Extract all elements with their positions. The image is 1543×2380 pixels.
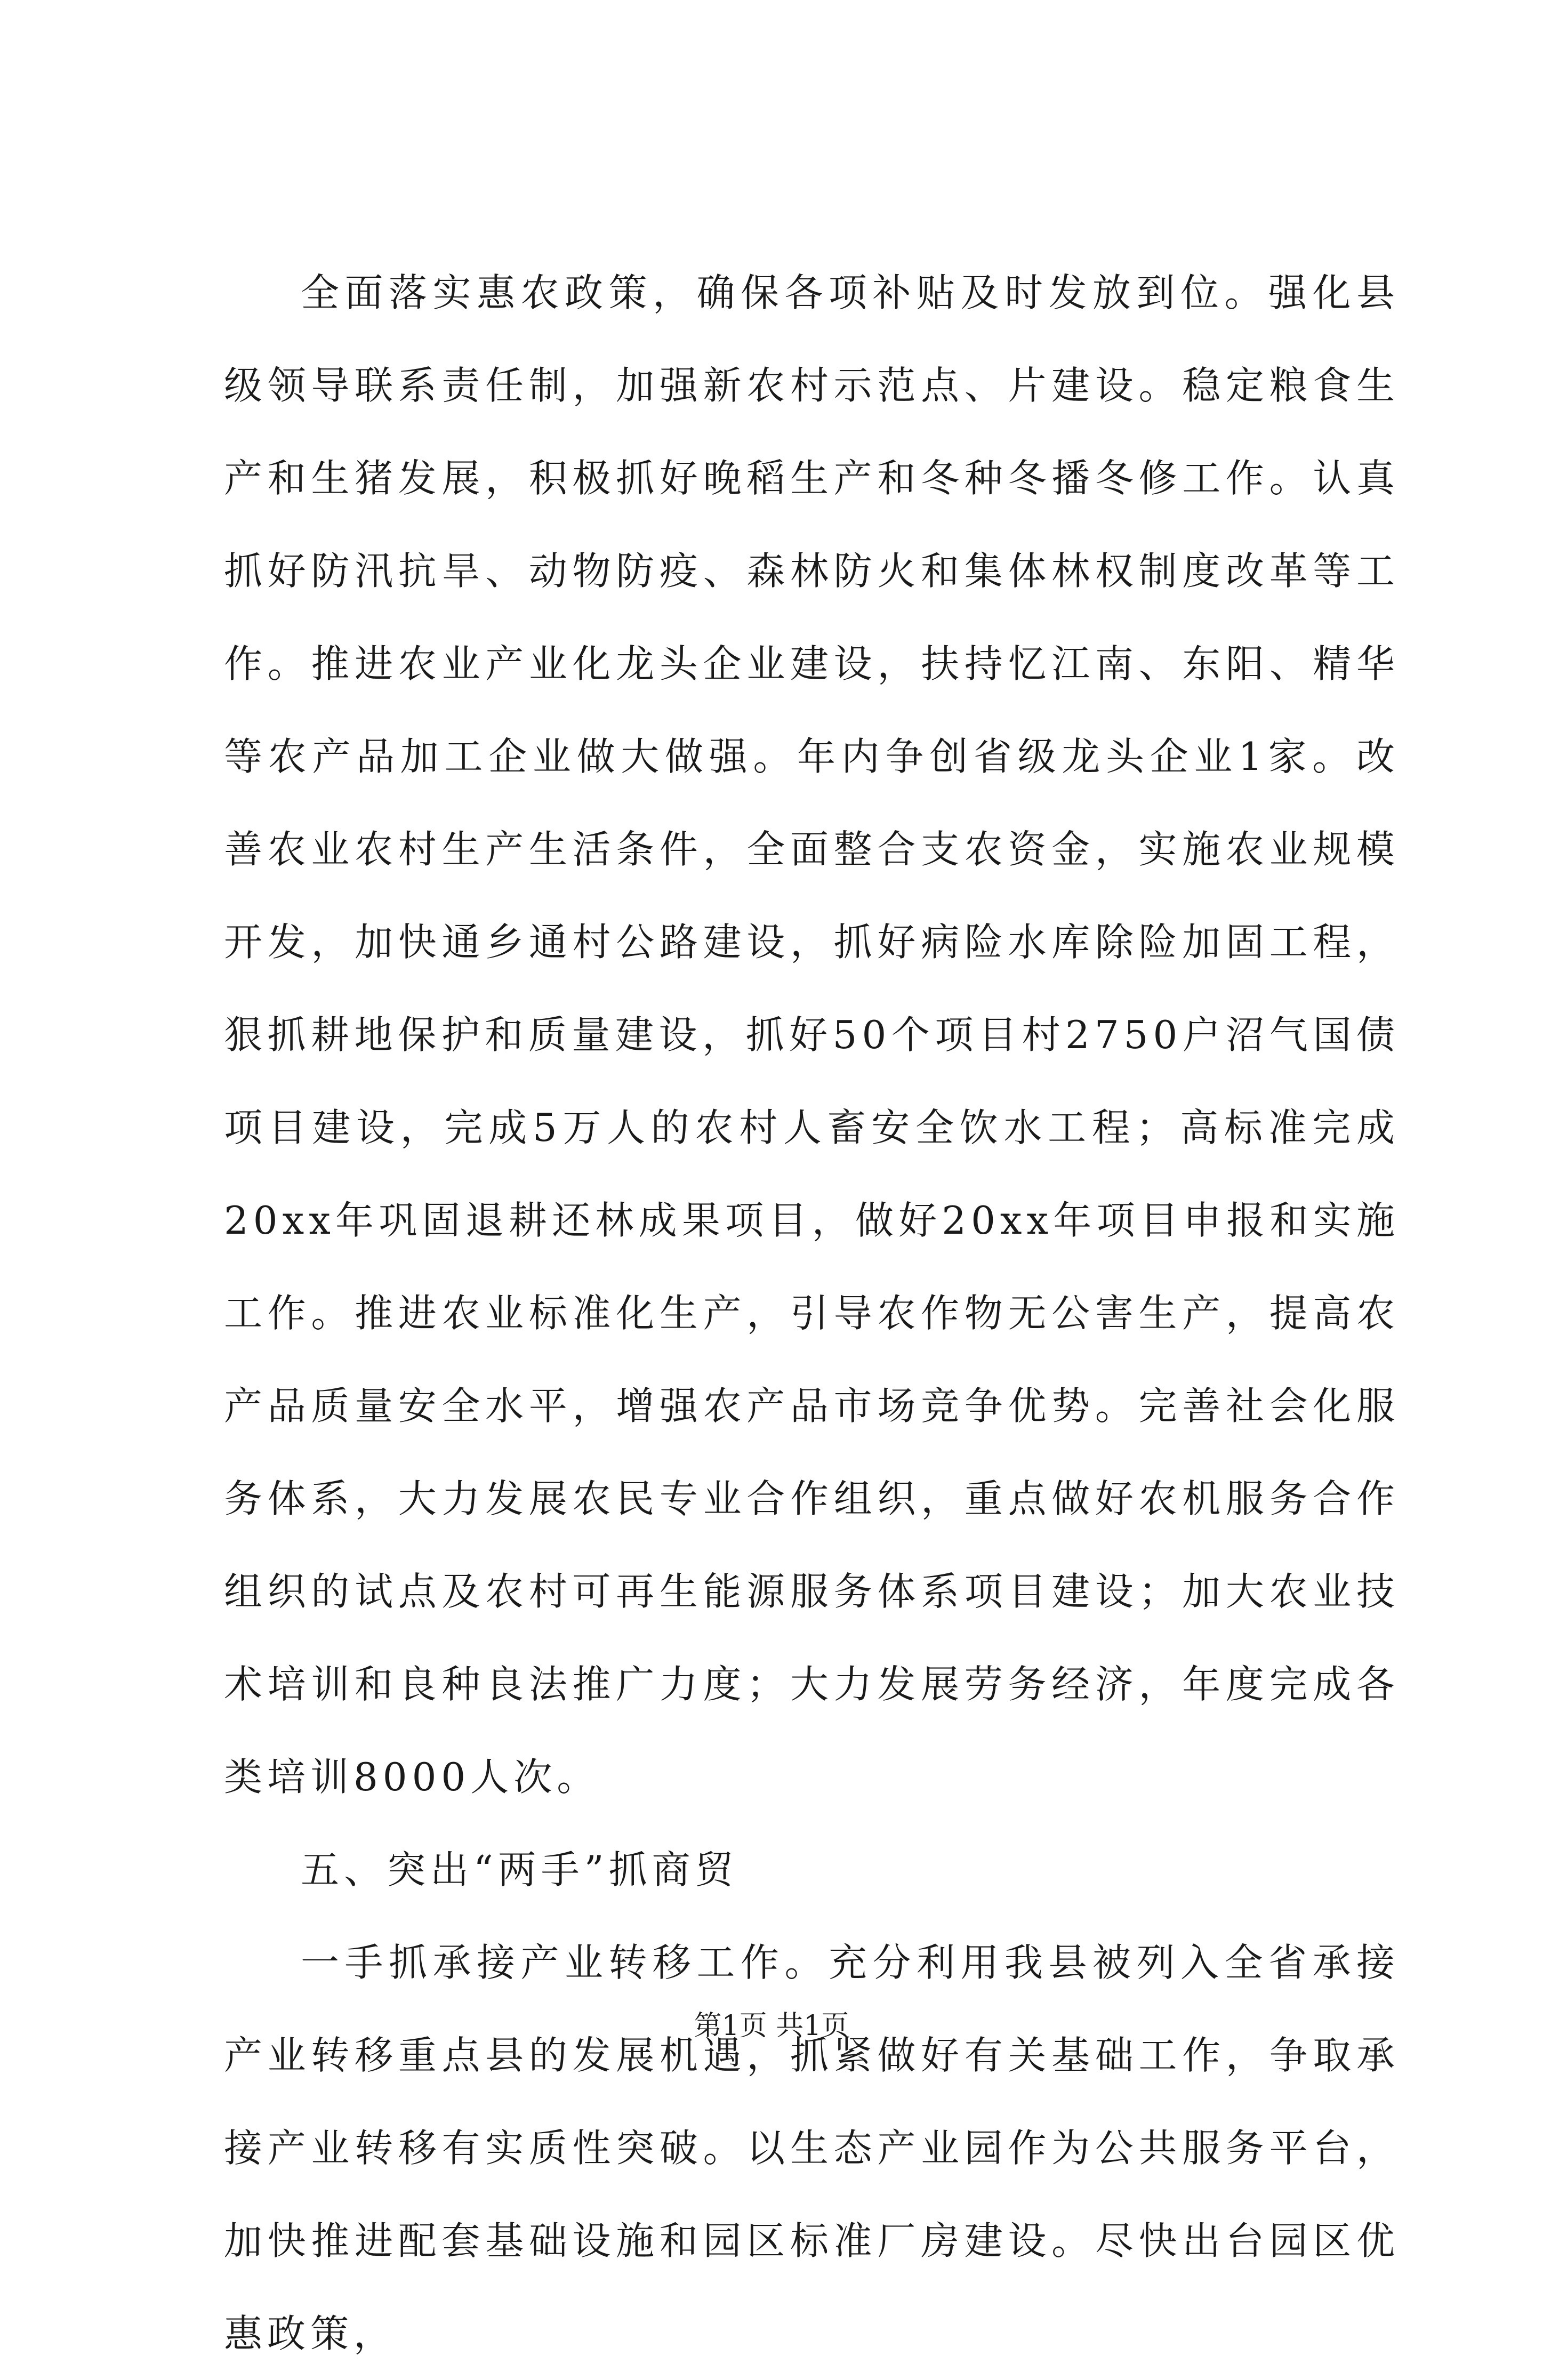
paragraph-industry-transfer: 一手抓承接产业转移工作。充分利用我县被列入全省承接产业转移重点县的发展机遇，抓紧做好有关基础工作，争取承接产业转移有实质性突破。以生态产业园作为公共服务平台，加快推进配套基础设施和园区标准厂房建设。尽快出台园区优惠政策， [224, 1940, 1400, 2356]
document-body [224, 246, 1400, 2380]
page-footer: 第1页 共1页 [694, 2010, 849, 2042]
paragraph-agriculture-policy: 全面落实惠农政策，确保各项补贴及时发放到位。强化县级领导联系责任制，加强新农村示范点、片建设。稳定粮食生产和生猪发展，积极抓好晚稻生产和冬种冬播冬修工作。认真抓好防汛抗旱、动物防疫、森林防火和集体林权制度改革等工作。推进农业产业化龙头企业建设，扶持忆江南、东阳、精华等农产品加工企业做大做强。年内争创省级龙头企业1家。改善农业农村生产生活条件，全面整合支农资金，实施农业规模开发，加快通乡通村公路建设，抓好病险水库除险加固工程，狠抓耕地保护和质量建设，抓好50个项目村2750户沼气国债项目建设，完成5万人的农村人畜安全饮水工程；高标准完成20xx年巩固退耕还林成果项目，做好20xx年项目申报和实施工作。推进农业标准化生产，引导农作物无公害生产，提高农产品质量安全水平，增强农产品市场竞争优势。完善社会化服务体系，大力发展农民专业合作组织，重点做好农机服务合作组织的试点及农村可再生能源服务体系项目建设；加大农业技术培训和良种良法推广力度；大力发展劳务经济，年度完成各类培训8000人次。 [224, 270, 1400, 1799]
section-heading-commerce: 五、突出“两手”抓商贸 [301, 1847, 738, 1892]
